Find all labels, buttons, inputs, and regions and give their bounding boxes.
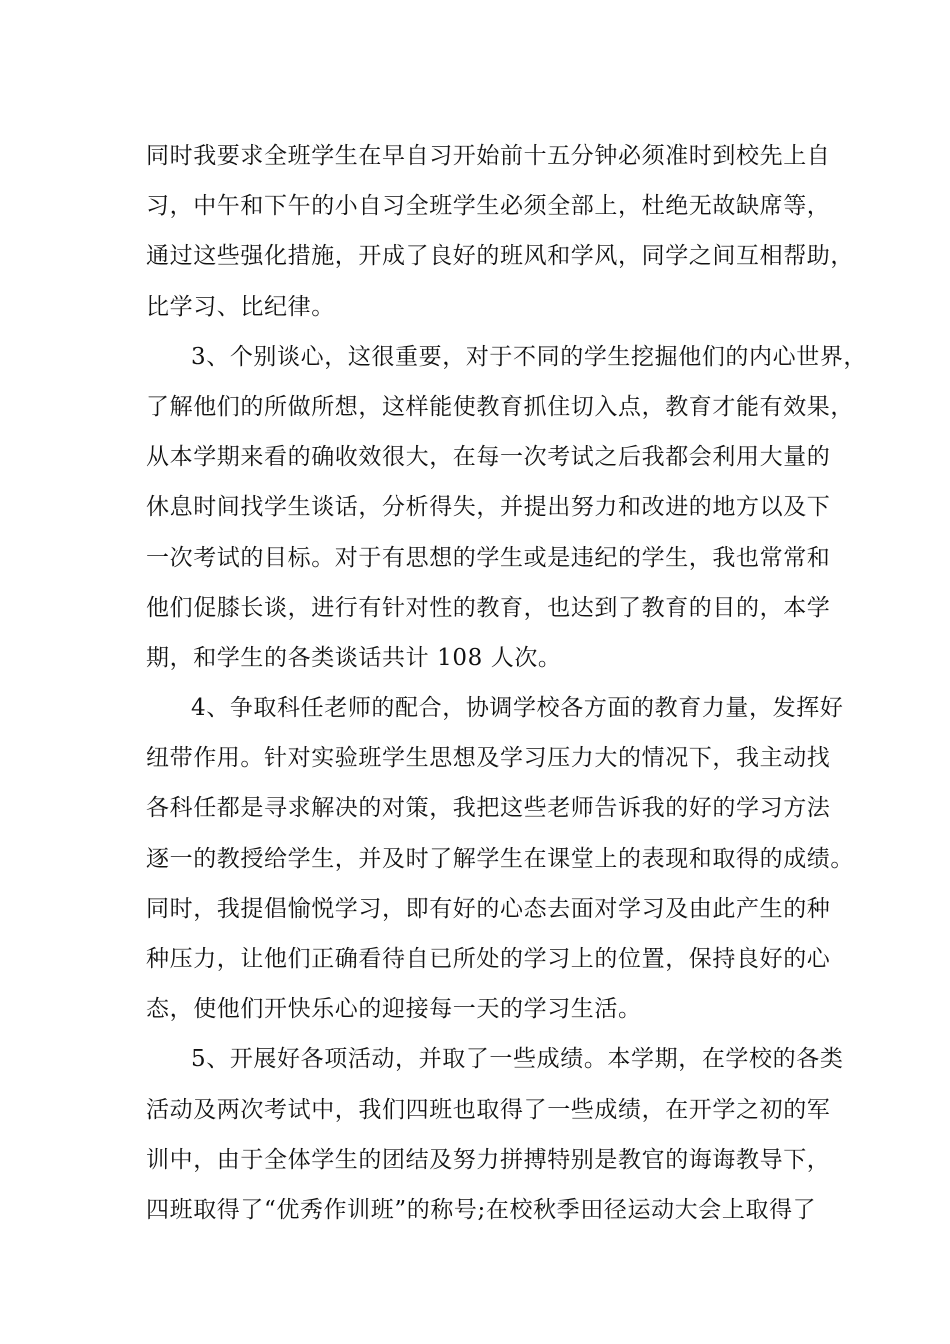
text-line: 纽带作用。针对实验班学生思想及学习压力大的情况下，我主动找 bbox=[146, 745, 831, 772]
text-line: 四班取得了“优秀作训班”的称号;在校秋季田径运动大会上取得了 bbox=[146, 1196, 817, 1223]
text-line: 休息时间找学生谈话，分析得失，并提出努力和改进的地方以及下 bbox=[146, 494, 831, 521]
paragraph bbox=[146, 1034, 844, 1235]
text-line: 训中，由于全体学生的团结及努力拼搏特别是教官的诲诲教导下， bbox=[146, 1146, 831, 1173]
text-line: 从本学期来看的确收效很大，在每一次考试之后我都会利用大量的 bbox=[146, 444, 831, 471]
text-line: 他们促膝长谈，进行有针对性的教育，也达到了教育的目的，本学 bbox=[146, 594, 831, 621]
text-line: 期，和学生的各类谈话共计 108 人次。 bbox=[146, 644, 562, 671]
text-line: 比学习、比纪律。 bbox=[146, 293, 335, 320]
text-line: 5、开展好各项活动，并取了一些成绩。本学期，在学校的各类 bbox=[191, 1046, 844, 1073]
text-line: 同时，我提倡愉悦学习，即有好的心态去面对学习及由此产生的种 bbox=[146, 895, 831, 922]
text-line: 3、个别谈心，这很重要，对于不同的学生挖掘他们的内心世界， bbox=[191, 343, 868, 370]
text-line: 逐一的教授给学生，并及时了解学生在课堂上的表现和取得的成绩。 bbox=[146, 845, 854, 872]
paragraph bbox=[146, 683, 854, 1034]
text-line: 活动及两次考试中，我们四班也取得了一些成绩，在开学之初的军 bbox=[146, 1096, 831, 1123]
text-line: 4、争取科任老师的配合，协调学校各方面的教育力量，发挥好 bbox=[191, 695, 844, 722]
text-line: 种压力，让他们正确看待自已所处的学习上的位置，保持良好的心 bbox=[146, 946, 831, 972]
paragraph bbox=[146, 332, 868, 683]
text-line: 一次考试的目标。对于有思想的学生或是违纪的学生，我也常常和 bbox=[146, 544, 831, 571]
text-line: 通过这些强化措施，开成了良好的班风和学风，同学之间互相帮助， bbox=[146, 243, 854, 270]
text-line: 各科任都是寻求解决的对策，我把这些老师告诉我的好的学习方法 bbox=[146, 795, 831, 822]
document-body bbox=[146, 131, 868, 1235]
text-line: 同时我要求全班学生在早自习开始前十五分钟必须准时到校先上自 bbox=[146, 143, 831, 169]
paragraph bbox=[146, 131, 854, 332]
text-line: 态，使他们开快乐心的迎接每一天的学习生活。 bbox=[146, 996, 642, 1023]
text-line: 了解他们的所做所想，这样能使教育抓住切入点，教育才能有效果， bbox=[146, 393, 854, 420]
text-line: 习，中午和下午的小自习全班学生必须全部上，杜绝无故缺席等， bbox=[146, 193, 831, 220]
